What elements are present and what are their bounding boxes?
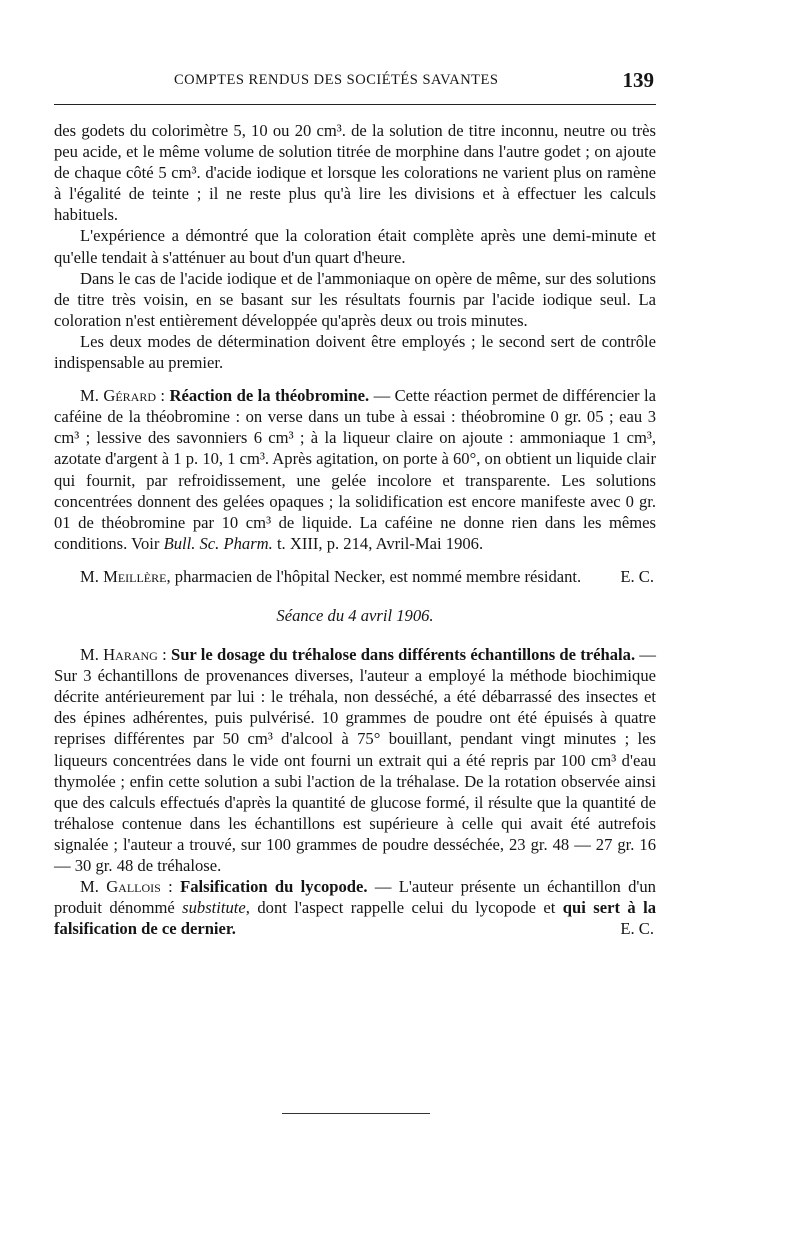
- entry-prefix: M.: [80, 386, 104, 406]
- author-name: Meillère: [103, 566, 167, 586]
- entry-title: Falsification du lycopode.: [180, 877, 368, 897]
- entry-prefix: M.: [80, 645, 104, 665]
- entry-prefix: M.: [80, 566, 104, 586]
- signature: E. C.: [620, 566, 654, 586]
- separator: :: [157, 645, 171, 665]
- separator: :: [160, 877, 181, 897]
- entry-gallois: [54, 876, 656, 939]
- entry-title: Sur le dosage du tréhalose dans différents échantillons de tréhala.: [170, 645, 636, 665]
- separator: :: [156, 386, 170, 406]
- page-number: 139: [622, 68, 654, 92]
- author-name: Gallois: [106, 877, 161, 897]
- author-name: Gérard: [103, 386, 156, 406]
- entry-meillere: [54, 566, 656, 587]
- italic-term: substitute: [182, 898, 246, 918]
- paragraph-modes: Les deux modes de détermination doivent être employés ; le second sert de contrôle indispensable au premier.: [54, 331, 656, 373]
- paragraph-colorimeter: des godets du colorimètre 5, 10 ou 20 cm³. de la solution de titre inconnu, neutre ou très peu acide, et le même volume de solution titrée de morphine dans l'autre godet ; on ajoute de chaque côté 5 cm³. d'acide iodique et lorsque les colorations ne varient plus on ramène à l'égalité de teinte ; il ne reste plus qu'à lire les divisions et à effectuer les calculs habituels.: [54, 121, 656, 225]
- entry-gerard: [54, 385, 656, 554]
- paragraph-ammonia: Dans le cas de l'acide iodique et de l'ammoniaque on opère de même, sur des solutions de titre très voisin, en se basant sur les résultats fournis par l'acide iodique seul. La coloration n'est entièrement développée qu'après deux ou trois minutes.: [54, 268, 656, 330]
- running-title: COMPTES RENDUS DES SOCIÉTÉS SAVANTES: [174, 72, 499, 88]
- entry-text: — L'auteur présente un échantillon d'un produit dénommé: [54, 877, 656, 918]
- entry-text: , pharmacien de l'hôpital Necker, est nommé membre résidant.: [166, 566, 582, 586]
- entry-prefix: M.: [80, 877, 107, 897]
- author-name: Harang: [103, 645, 158, 665]
- entry-text: — Sur 3 échantillons de provenances diverses, l'auteur a employé la méthode biochimique décrite antérieurement par lui : le tréhala, non desséché, a été débarrassé des insectes et des épines adhérentes, puis pulvérisé. 10 grammes de poudre ont été épuisés à quatre reprises différentes par 50 cm³ d'alcool à 75° bouillant, pendant vingt minutes ; les liqueurs concentrées dans le vide ont fourni un extrait qui a été repris par 100 cm³ d'eau thymolée ; enfin cette solution a subi l'action de la tréhalase. De la rotation observée ainsi que des calculs effectués d'après la quantité de glucose formé, il résulte que la quantité de tréhalose contenue dans les échantillons est supérieure à celle qui avait été autrefois signalée ; l'auteur a trouvé, sur 100 grammes de poudre desséchée, 23 gr. 48 — 27 gr. 16 — 30 gr. 48 de tréhalose.: [54, 645, 656, 875]
- paragraph-experience: L'expérience a démontré que la coloration était complète après une demi-minute et qu'elle tendait à s'atténuer au bout d'un quart d'heure.: [54, 226, 656, 267]
- reference-details: t. XIII, p. 214, Avril-Mai 1906.: [272, 533, 484, 553]
- entry-text-continued: , dont l'aspect rappelle celui du lycopode et: [245, 898, 563, 918]
- page-header: [54, 68, 656, 92]
- signature: E. C.: [620, 919, 654, 939]
- body-text: [54, 120, 656, 939]
- entry-text-bold: qui sert à la falsification de ce dernier.: [54, 898, 656, 939]
- entry-text: — Cette réaction permet de différencier la caféine de la théobromine : on verse dans un tube à essai : théobromine 0 gr. 05 ; eau 3 cm³ ; lessive des savonniers 6 cm³ ; à la liqueur claire on ajoute : ammoniaque 1 cm³, azotate d'argent à 1 p. 10, 1 cm³. Après agitation, on porte à 60°, on obtient un liquide clair qui fournit, par refroidissement, une gelée incolore et transparente. Les solutions concentrées donnent des gelées opaques ; la solidification est encore manifeste avec 0 gr. 01 de théobromine par 10 cm³ de liquide. La caféine ne donne rien dans les mêmes conditions. Voir: [54, 386, 656, 553]
- entry-harang: [54, 644, 656, 876]
- entry-title: Réaction de la théobromine.: [169, 386, 370, 406]
- session-heading: Séance du 4 avril 1906.: [276, 605, 434, 625]
- footer-rule: [282, 1113, 430, 1114]
- header-rule: [54, 104, 656, 105]
- journal-reference: Bull. Sc. Pharm.: [163, 533, 273, 553]
